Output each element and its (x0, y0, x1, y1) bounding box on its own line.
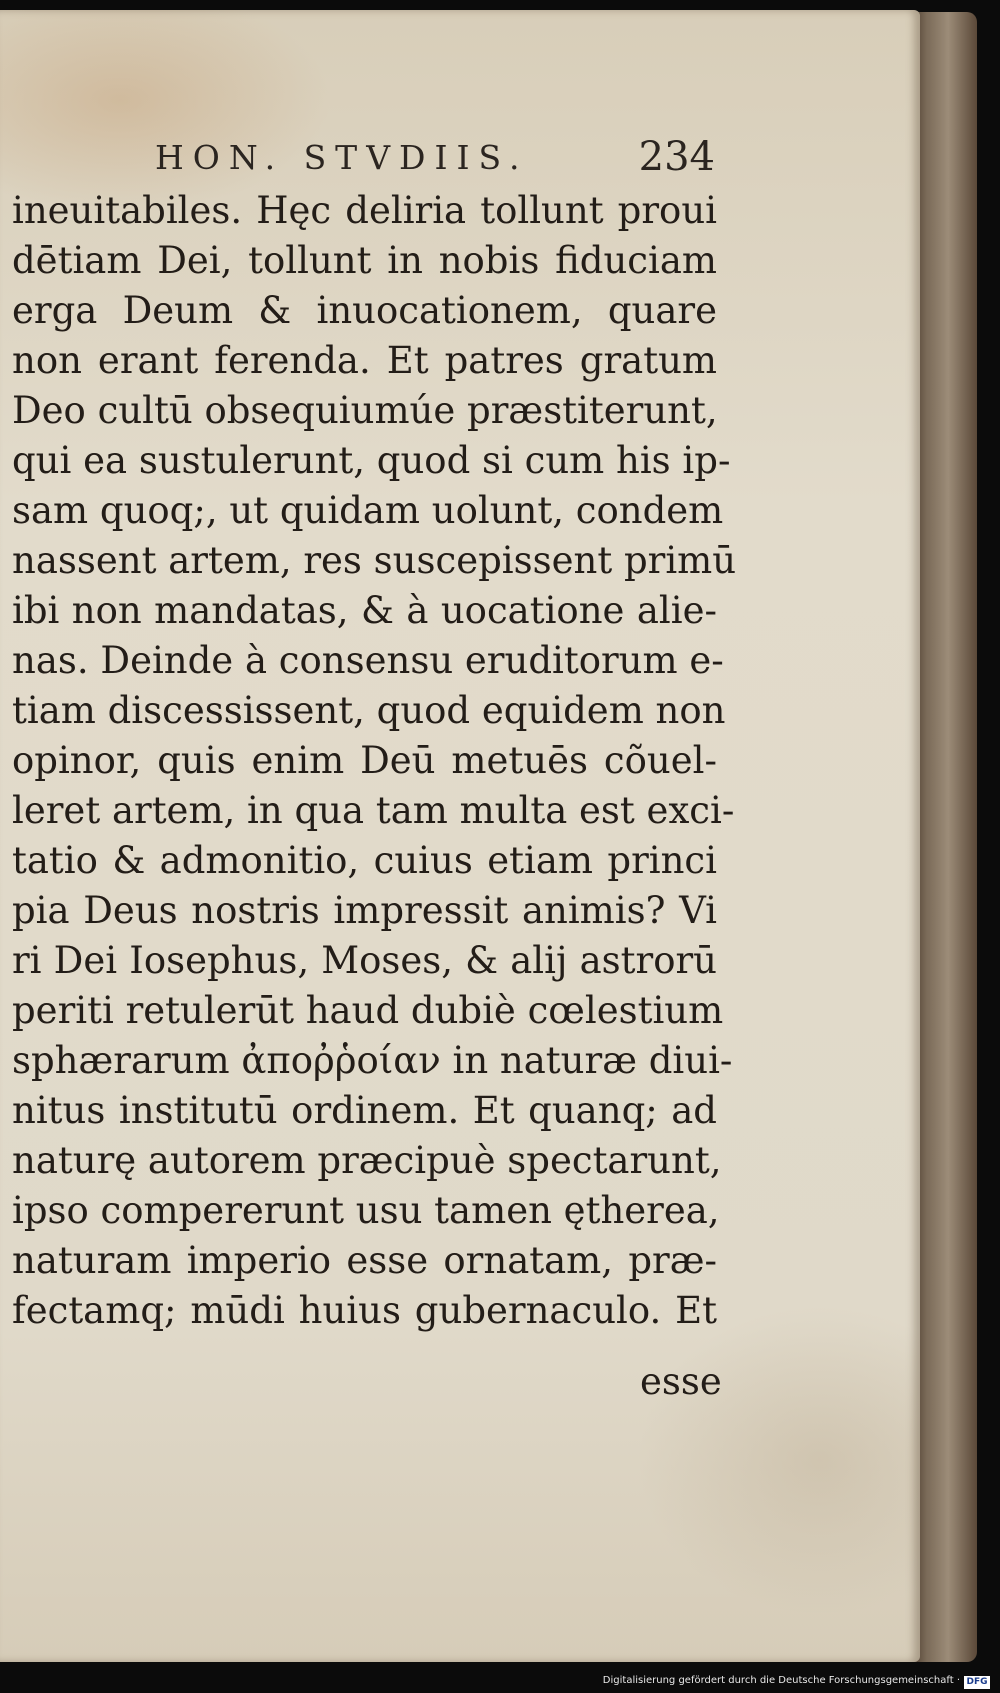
page-header (155, 134, 715, 184)
text-line: qui ea sustulerunt, quod si cum his ip- (12, 439, 731, 482)
page-number: 234 (638, 134, 715, 180)
text-line: naturam imperio esse ornatam, præ- (12, 1239, 717, 1282)
text-line: ineuitabiles. Hęc deliria tollunt proui (12, 189, 717, 232)
text-line: non erant ferenda. Et patres gratum (12, 339, 717, 382)
text-line: tatio & admonitio, cuius etiam princi (12, 839, 717, 882)
text-line: leret artem, in qua tam multa est exci- (12, 789, 735, 832)
text-line: ri Dei Iosephus, Moses, & alij astrorū (12, 939, 717, 982)
credit-line: Digitalisierung gefördert durch die Deutsche Forschungsgemeinschaft · (602, 1675, 960, 1686)
text-line: opinor, quis enim Deū metuēs cõuel- (12, 739, 717, 782)
text-line: nas. Deinde à consensu eruditorum e- (12, 639, 724, 682)
body-text (12, 186, 737, 1336)
book-page (0, 10, 920, 1662)
text-line: pia Deus nostris impressit animis? Vi (12, 889, 717, 932)
text-line: tiam discessissent, quod equidem non (12, 689, 726, 732)
text-line: ipso compererunt usu tamen ętherea, (12, 1189, 720, 1232)
text-line: ibi non mandatas, & à uocatione alie- (12, 589, 717, 632)
text-line: periti retulerūt haud dubiè cœlestium (12, 989, 724, 1032)
catchword: esse (640, 1360, 722, 1403)
text-line: dētiam Dei, tollunt in nobis fiduciam (12, 239, 717, 282)
text-line: Deo cultū obsequiumúe præstiterunt, (12, 389, 718, 432)
text-line: naturę autorem præcipuè spectarunt, (12, 1139, 722, 1182)
text-line: fectamq; mūdi huius gubernaculo. Et (12, 1289, 717, 1332)
running-head: HON. STVDIIS. (155, 138, 529, 177)
text-line: sphærarum ἀποῤῥοίαν in naturæ diui- (12, 1039, 733, 1082)
text-line: sam quoq;, ut quidam uolunt, condem (12, 489, 724, 532)
text-line: erga Deum & inuocationem, quare (12, 289, 717, 332)
dfg-logo: DFG (964, 1676, 990, 1689)
text-line: nassent artem, res suscepissent primū (12, 539, 737, 582)
text-line: nitus institutū ordinem. Et quanq; ad (12, 1089, 717, 1132)
footer-bar (0, 1673, 1000, 1693)
